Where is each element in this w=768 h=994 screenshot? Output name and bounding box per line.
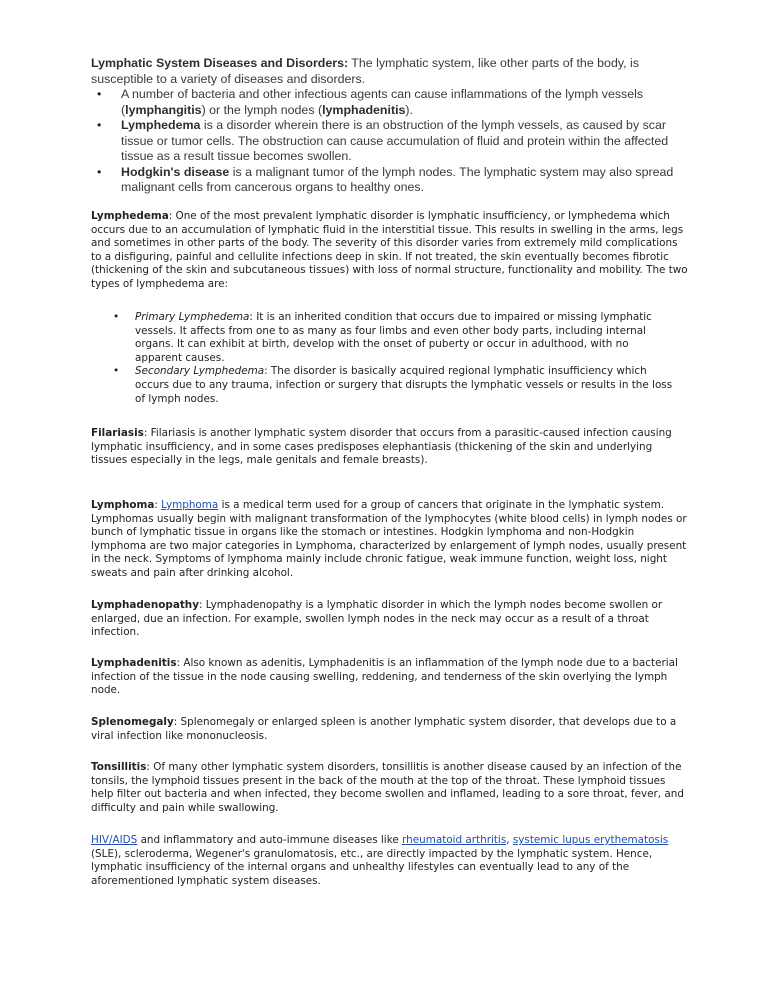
closing-section [91,834,691,888]
hiv-aids-link[interactable]: HIV/AIDS [91,834,138,846]
lymphadenopathy-section [91,599,691,640]
list-item [113,311,673,365]
intro-bullet-list [91,87,691,196]
type-name: Primary Lymphedema [135,311,250,323]
section-text: (SLE), scleroderma, Wegener's granulomatosis, etc., are directly impacted by the lymphatic system. Hence, lymphatic insufficiency of the internal organs and unhealthy lifestyles can eventually lead to any of the aforementioned lymphatic system diseases. [91,847,653,887]
section-text: , [506,834,513,846]
section-term: Lymphedema [91,210,169,222]
section-text: : Of many other lymphatic system disorders, tonsillitis is another disease caused by an infection of the tonsils, the lymphoid tissues present in the back of the mouth at the top of the throat. These lymphoid tissues help filter out bacteria and when infected, they become swollen and inflamed, leading to a sore throat, fever, and difficulty and pain while swallowing. [91,761,684,814]
tonsillitis-section [91,761,691,815]
list-item [91,165,691,196]
section-text: : One of the most prevalent lymphatic disorder is lymphatic insufficiency, or lymphedema which occurs due to an accumulation of lymphatic fluid in the interstitial tissue. This results in swelling in the arms, legs and sometimes in other parts of the body. The severity of this disorder varies from extremely mild complications to a disfiguring, painful and cellulite infections deep in skin. If not treated, the skin eventually becomes fibrotic (thickening of the skin and subcutaneous tissues) with loss of normal structure, functionality and mobility. The two types of lymphedema are: [91,210,688,290]
list-item [91,87,691,118]
intro-paragraph [91,56,691,87]
section-term: Tonsillitis [91,761,147,773]
section-term: Lymphadenopathy [91,599,199,611]
section-term: Lymphoma [91,499,155,511]
section-text: is a medical term used for a group of cancers that originate in the lymphatic system. Lymphomas usually begin with malignant transformation of the lymphocytes (white blood cells) in lymph nodes or bunch of lymphatic tissue in organs like the stomach or intestines. Hodgkin lymphoma and non-Hodgkin lymphoma are two major categories in Lymphoma, characterized by enlargement of lymph nodes, usually present in the neck. Symptoms of lymphoma mainly include chronic fatigue, weak immune function, weight loss, night sweats and pain after drinking alcohol. [91,499,687,579]
list-item [91,118,691,165]
bullet-text: ). [405,102,413,117]
bullet-term: lymphangitis [125,102,202,117]
lymphedema-type-list [113,311,673,406]
section-text: : Also known as adenitis, Lymphadenitis is an inflammation of the lymph node due to a bacterial infection of the tissue in the node causing swelling, reddening, and tenderness of the skin overlying the lymph node. [91,657,678,697]
list-item [113,365,673,406]
splenomegaly-section [91,716,691,743]
section-text: and inflammatory and auto-immune diseases like [137,834,403,846]
section-term: Filariasis [91,427,144,439]
bullet-text: ) or the lymph nodes ( [201,102,323,117]
intro-heading: Lymphatic System Diseases and Disorders: [91,56,349,70]
filariasis-section [91,427,691,468]
type-name: Secondary Lymphedema [135,365,265,378]
bullet-term: Lymphedema [121,118,201,132]
intro-lead: The lymphatic system, like other parts of the body, is susceptible to a variety of diseases and disorders. [91,56,639,86]
lymphoma-link[interactable]: Lymphoma [161,499,219,511]
lymphoma-section [91,499,691,581]
rheumatoid-arthritis-link[interactable]: rheumatoid arthritis [402,834,507,846]
section-term: Splenomegaly [91,716,174,728]
bullet-text: A number of bacteria and other infectious agents can cause inflammations of the lymph vessels ( [121,87,644,117]
section-term: Lymphadenitis [91,657,177,669]
type-text: : It is an inherited condition that occurs due to impaired or missing lymphatic vessels. It affects from one to as many as four limbs and even other body parts, including internal organs. It can exhibit at birth, develop with the onset of puberty or occur in adulthood, with no apparent causes. [135,311,652,364]
lymphedema-types [113,311,673,406]
lymphedema-section [91,210,691,292]
bullet-term: Hodgkin's disease [121,164,230,179]
intro-section [91,56,691,196]
section-text: : Filariasis is another lymphatic system disorder that occurs from a parasitic-caused infection causing lymphatic insufficiency, and in some cases predisposes elephantiasis (thickening of the skin and underlying tissues especially in the legs, male genitals and female breasts). [91,427,672,467]
section-text: : Splenomegaly or enlarged spleen is another lymphatic system disorder, that develops due to a viral infection like mononucleosis. [91,716,677,742]
section-text: : Lymphadenopathy is a lymphatic disorder in which the lymph nodes become swollen or enlarged, due an infection. For example, swollen lymph nodes in the neck may occur as a result of a throat infection. [91,599,663,639]
bullet-text: is a malignant tumor of the lymph nodes. The lymphatic system may also spread malignant cells from cancerous organs to healthy ones. [121,164,674,194]
lymphadenitis-section [91,657,691,698]
bullet-text: is a disorder wherein there is an obstruction of the lymph vessels, as caused by scar tissue or tumor cells. The obstruction can cause accumulation of fluid and protein within the affected tissue as a result tissue becomes swollen. [121,118,669,163]
bullet-term: lymphadenitis [322,102,406,117]
separator: : [154,499,162,511]
type-text: : The disorder is basically acquired regional lymphatic insufficiency which occurs due to any trauma, infection or surgery that disrupts the lymphatic vessels or results in the loss of lymph nodes. [135,365,673,405]
lupus-link[interactable]: systemic lupus erythematosis [512,834,669,846]
